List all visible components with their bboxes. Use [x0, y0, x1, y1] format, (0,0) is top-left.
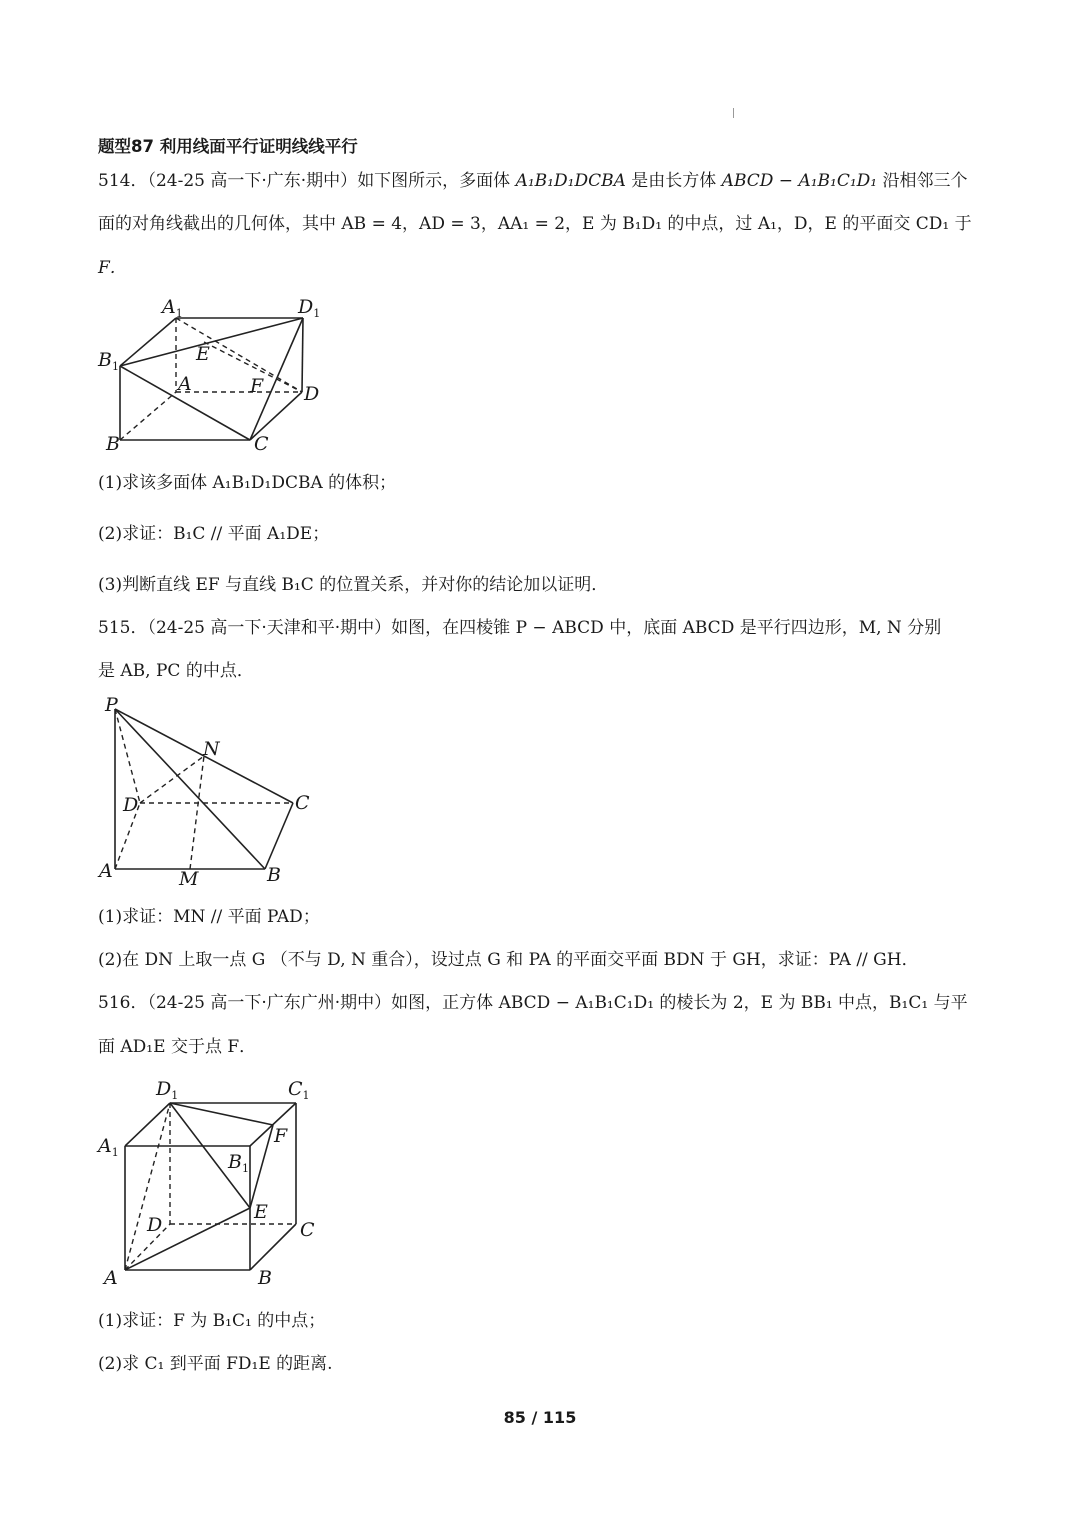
problem-source: （24-25 高一下·广东·期中） [147, 171, 358, 191]
section-title: 题型87 利用线面平行证明线线平行 [98, 137, 358, 156]
figure-515-pyramid [95, 693, 325, 893]
label-F: F [250, 375, 264, 397]
label-F: F [274, 1125, 288, 1147]
label-A: A [99, 860, 113, 882]
problem-514-q2: (2)求证：B₁C // 平面 A₁DE； [98, 524, 330, 544]
problem-number: 515． [98, 618, 148, 638]
label-A1: $A_1$ [98, 1135, 119, 1159]
label-B: B [258, 1267, 272, 1289]
label-B: B [106, 433, 120, 455]
label-C: C [300, 1219, 315, 1241]
label-A1: $A_1$ [162, 296, 183, 320]
label-D: D [123, 794, 139, 816]
problem-515-q1: (1)求证：MN // 平面 PAD； [98, 907, 320, 927]
page-number: 85 / 115 [503, 1408, 577, 1427]
polyhedron-name: A₁B₁D₁DCBA [515, 171, 626, 191]
label-C: C [254, 433, 269, 455]
problem-514-q3: (3)判断直线 EF 与直线 B₁C 的位置关系，并对你的结论加以证明． [98, 575, 609, 595]
label-M: M [179, 868, 199, 890]
problem-516-line2: 面 AD₁E 交于点 F． [98, 1037, 257, 1057]
figure-516-cube [92, 1070, 332, 1290]
scan-mark [733, 108, 734, 118]
label-A: A [178, 373, 192, 395]
problem-514-line1: 514．（24-25 高一下·广东·期中）如下图所示，多面体 A₁B₁D₁DCBA 是由长方体 ABCD − A₁B₁C₁D₁ 沿相邻三个 [98, 171, 968, 191]
label-A: A [104, 1267, 118, 1289]
problem-number: 516． [98, 993, 148, 1013]
label-N: N [203, 738, 220, 760]
problem-514-line2: 面的对角线截出的几何体，其中 AB = 4，AD = 3，AA₁ = 2，E 为 B₁D₁ 的中点，过 A₁，D，E 的平面交 CD₁ 于 [98, 214, 972, 234]
problem-source: （24-25 高一下·天津和平·期中） [147, 618, 392, 638]
problem-515-q2: (2)在 DN 上取一点 G （不与 D, N 重合），设过点 G 和 PA 的平面交平面 BDN 于 GH，求证：PA // GH． [98, 950, 919, 970]
label-D1: $D_1$ [298, 296, 321, 320]
problem-516-line1: 516．（24-25 高一下·广东广州·期中）如图，正方体 ABCD − A₁B₁C₁D₁ 的棱长为 2，E 为 BB₁ 中点，B₁C₁ 与平 [98, 993, 968, 1013]
problem-source: （24-25 高一下·广东广州·期中） [147, 993, 392, 1013]
problem-number: 514． [98, 171, 148, 191]
figure-514-polyhedron [90, 288, 340, 458]
label-B1: $B_1$ [98, 349, 119, 373]
problem-514-q1: (1)求该多面体 A₁B₁D₁DCBA 的体积； [98, 473, 397, 493]
label-B1: $B_1$ [228, 1151, 249, 1175]
label-P: P [105, 694, 118, 716]
label-E: E [254, 1201, 268, 1223]
label-C: C [295, 792, 310, 814]
problem-514-line3: F． [98, 258, 127, 278]
label-B: B [267, 864, 281, 886]
cuboid-name: ABCD − A₁B₁C₁D₁ [721, 171, 878, 191]
label-D1: $D_1$ [156, 1078, 179, 1102]
problem-516-q2: (2)求 C₁ 到平面 FD₁E 的距离. [98, 1354, 333, 1374]
label-E: E [196, 343, 210, 365]
label-C1: $C_1$ [288, 1078, 310, 1102]
label-D: D [147, 1214, 163, 1236]
problem-515-line2: 是 AB, PC 的中点． [98, 661, 254, 681]
problem-516-q1: (1)求证：F 为 B₁C₁ 的中点； [98, 1311, 326, 1331]
problem-515-line1: 515．（24-25 高一下·天津和平·期中）如图，在四棱锥 P − ABCD 中，底面 ABCD 是平行四边形，M, N 分别 [98, 618, 942, 638]
label-D: D [304, 383, 320, 405]
